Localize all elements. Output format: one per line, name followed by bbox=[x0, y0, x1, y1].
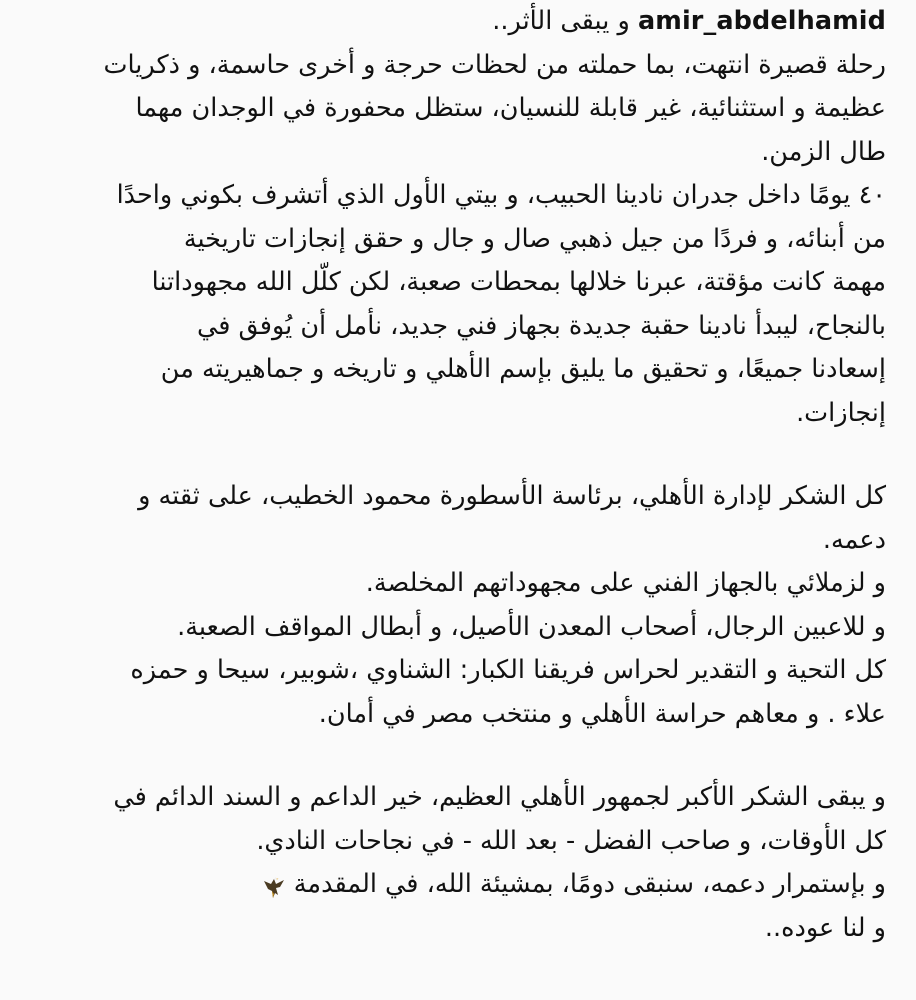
paragraph-spacer bbox=[34, 435, 886, 475]
paragraph-1 bbox=[34, 44, 886, 175]
paragraph-4 bbox=[34, 776, 886, 950]
eagle-icon bbox=[262, 872, 288, 898]
paragraph-3 bbox=[34, 475, 886, 736]
caption-line: و لزملائي بالجهاز الفني على مجهوداتهم المخلصة. bbox=[365, 568, 886, 598]
paragraph-spacer bbox=[34, 736, 886, 776]
caption-line: عظيمة و استثنائية، غير قابلة للنسيان، ستظل محفورة في الوجدان مهما bbox=[135, 93, 886, 123]
caption-line: إنجازات. bbox=[796, 397, 886, 428]
caption-line: دعمه. bbox=[822, 524, 886, 555]
caption-line: رحلة قصيرة انتهت، بما حملته من لحظات حرجة و أخرى حاسمة، و ذكريات bbox=[103, 49, 886, 80]
caption-line-with-emoji bbox=[34, 863, 886, 907]
caption-line: مهمة كانت مؤقتة، عبرنا خلالها بمحطات صعبة، لكن كلّل الله مجهوداتنا bbox=[151, 267, 886, 297]
caption-line: كل التحية و التقدير لحراس فريقنا الكبار: الشناوي ،شوبير، سيحا و حمزه bbox=[130, 655, 886, 685]
caption-line: من أبنائه، و فردًا من جيل ذهبي صال و جال و حقق إنجازات تاريخية bbox=[183, 223, 886, 254]
caption-header-line bbox=[34, 0, 886, 44]
caption-line: بالنجاح، ليبدأ نادينا حقبة جديدة بجهاز فني جديد، نأمل أن يُوفق في bbox=[196, 310, 886, 341]
username-link[interactable]: amir_abdelhamid bbox=[637, 6, 886, 36]
caption-text: و بإستمرار دعمه، سنبقى دومًا، بمشيئة الله، في المقدمة bbox=[293, 869, 886, 899]
caption-line: إسعادنا جميعًا، و تحقيق ما يليق بإسم الأهلي و تاريخه و جماهيريته من bbox=[160, 354, 886, 384]
caption-line: طال الزمن. bbox=[761, 136, 886, 167]
caption-line: ٤٠ يومًا داخل جدران نادينا الحبيب، و بيتي الأول الذي أتشرف بكوني واحدًا bbox=[116, 180, 886, 210]
caption-line: و لنا عوده.. bbox=[764, 912, 886, 943]
caption-line: علاء . و معاهم حراسة الأهلي و منتخب مصر في أمان. bbox=[318, 698, 886, 729]
paragraph-2 bbox=[34, 174, 886, 435]
caption-opening: و يبقى الأثر.. bbox=[492, 6, 638, 36]
caption-line: و للاعبين الرجال، أصحاب المعدن الأصيل، و أبطال المواقف الصعبة. bbox=[177, 611, 886, 642]
caption-line: كل الشكر لإدارة الأهلي، برئاسة الأسطورة محمود الخطيب، على ثقته و bbox=[138, 481, 886, 511]
caption-line: كل الأوقات، و صاحب الفضل - بعد الله - في نجاحات النادي. bbox=[256, 825, 886, 856]
caption-line: و يبقى الشكر الأكبر لجمهور الأهلي العظيم، خير الداعم و السند الدائم في bbox=[113, 782, 886, 812]
